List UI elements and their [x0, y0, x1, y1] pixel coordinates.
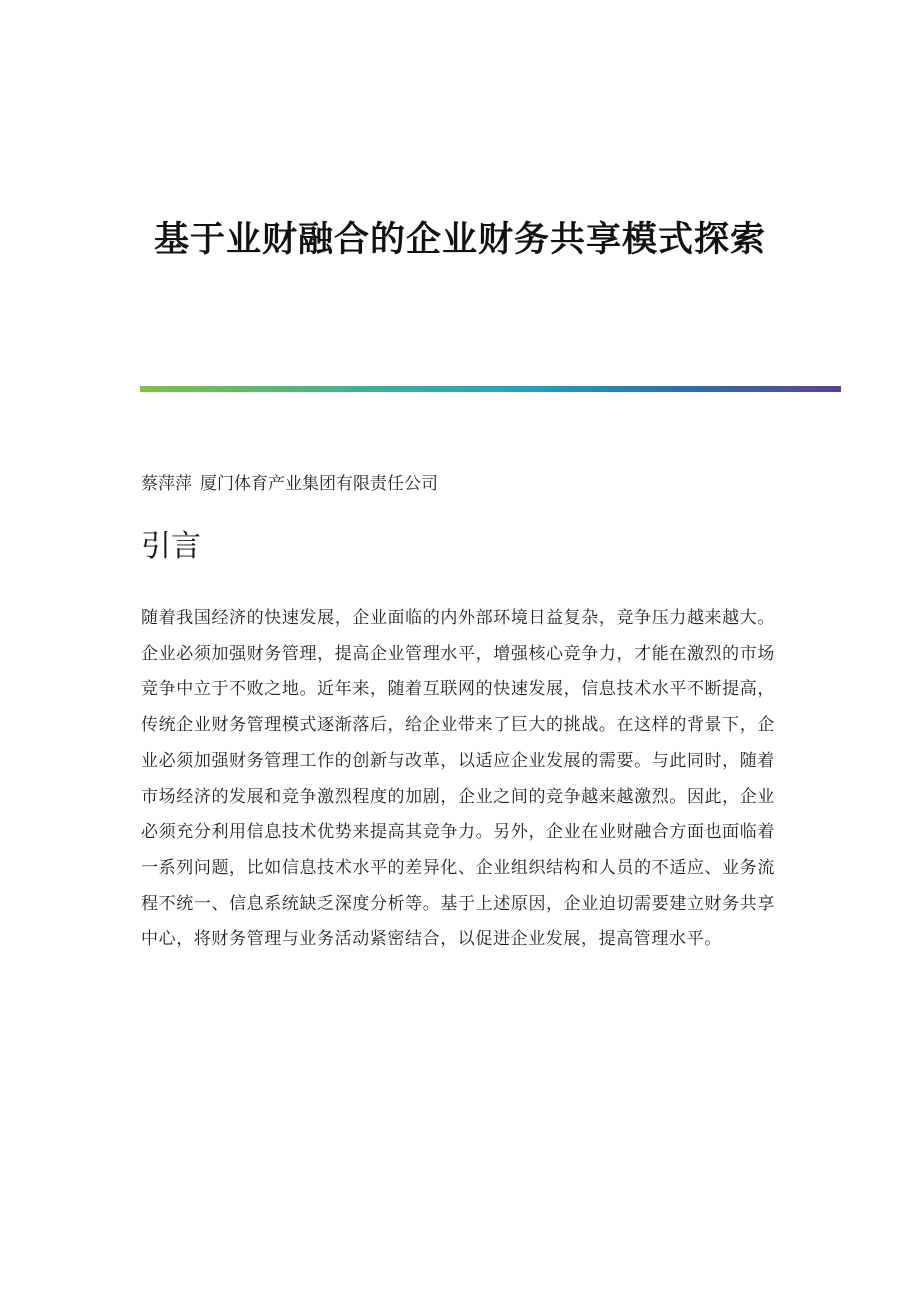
author-line: [141, 472, 438, 496]
document-title: 基于业财融合的企业财务共享模式探索: [153, 219, 766, 260]
section-heading: 引言: [141, 529, 201, 564]
author-name: 蔡萍萍: [141, 474, 192, 494]
title-divider: [140, 386, 841, 392]
author-affiliation: 厦门体育产业集团有限责任公司: [200, 474, 438, 494]
body-paragraph: 随着我国经济的快速发展，企业面临的内外部环境日益复杂，竞争压力越来越大。企业必须加强财务管理，提高企业管理水平，增强核心竞争力，才能在激烈的市场竞争中立于不败之地。近年来，随着互联网的快速发展，信息技术水平不断提高，传统企业财务管理模式逐渐落后，给企业带来了巨大的挑战。在这样的背景下，企业必须加强财务管理工作的创新与改革，以适应企业发展的需要。与此同时，随着市场经济的发展和竞争激烈程度的加剧，企业之间的竞争越来越激烈。因此，企业必须充分利用信息技术优势来提高其竞争力。另外，企业在业财融合方面也面临着一系列问题，比如信息技术水平的差异化、企业组织结构和人员的不适应、业务流程不统一、信息系统缺乏深度分析等。基于上述原因，企业迫切需要建立财务共享中心，将财务管理与业务活动紧密结合，以促进企业发展，提高管理水平。: [141, 608, 775, 950]
